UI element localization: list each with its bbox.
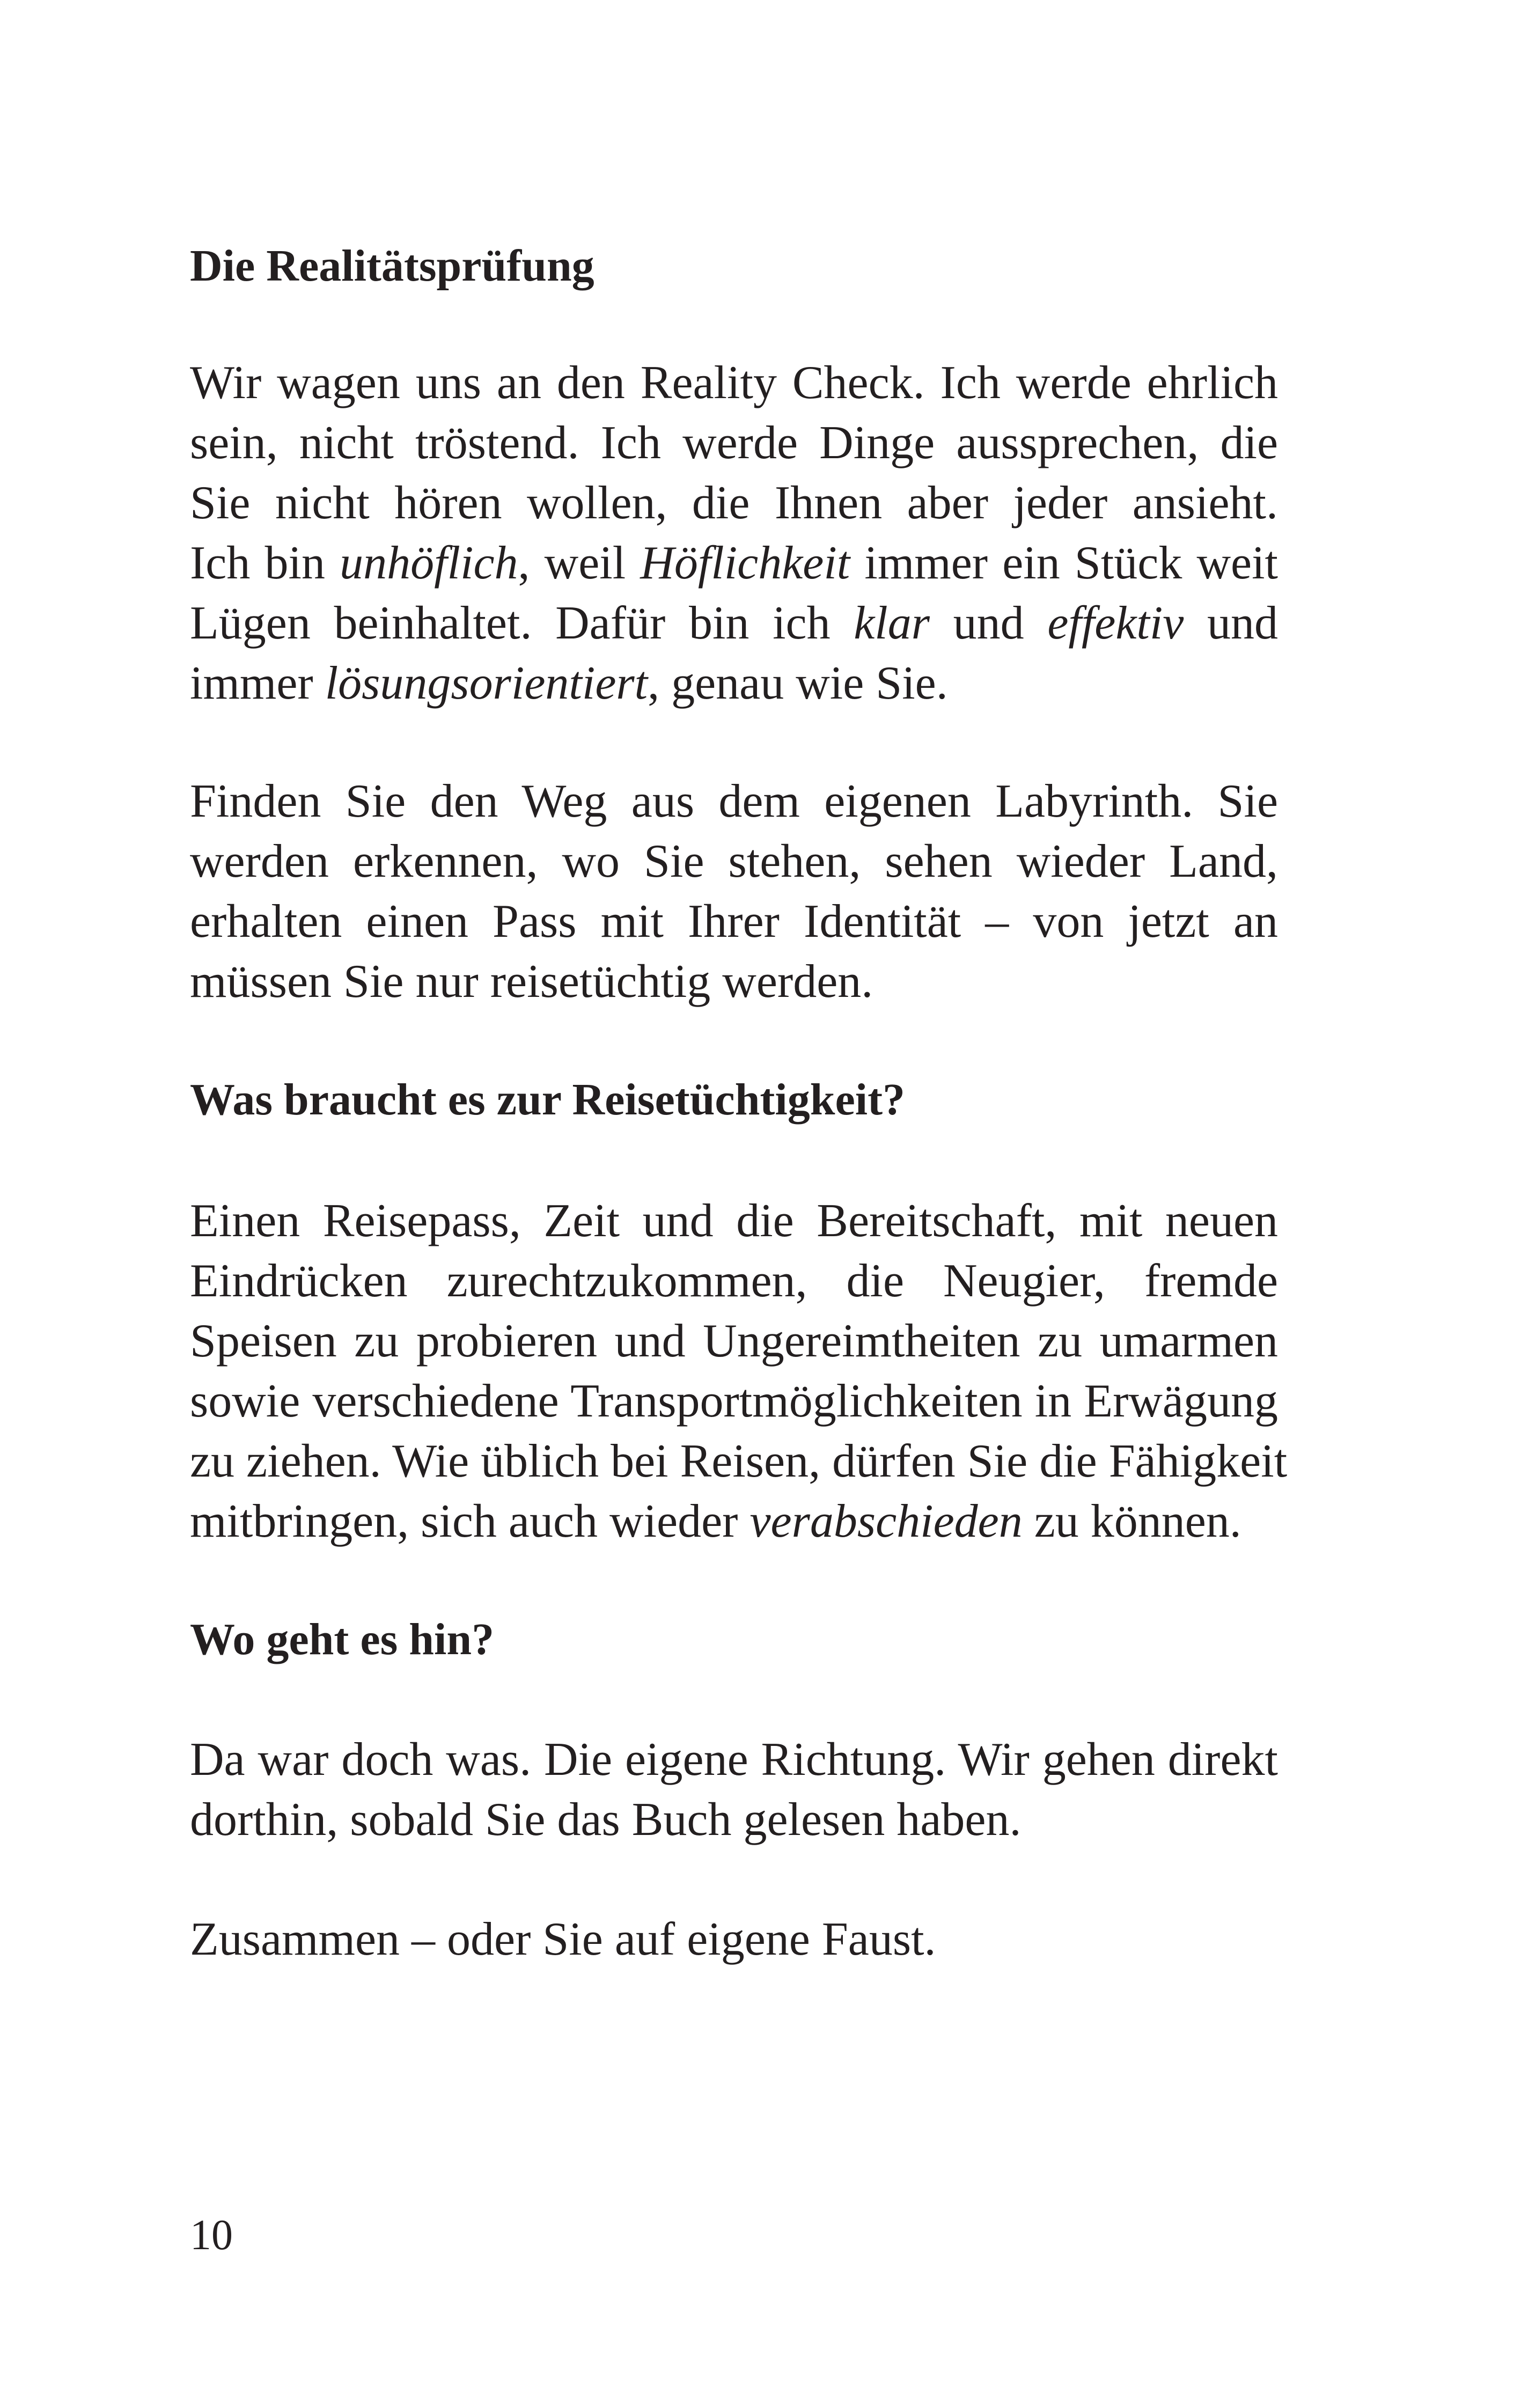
text: , genau wie Sie. xyxy=(648,657,948,709)
text-line xyxy=(190,654,1278,714)
text-line: zu ziehen. Wie üblich bei Reisen, dürfen Sie die Fähigkeit xyxy=(190,1435,1288,1487)
text-line: Eindrücken zurechtzukommen, die Neugier, fremde xyxy=(190,1255,1278,1307)
text: Lügen beinhaltet. Dafür bin ich xyxy=(190,597,854,649)
text-line: erhalten einen Pass mit Ihrer Identität – von jetzt an xyxy=(190,895,1278,948)
text-line: Da war doch was. Die eigene Richtung. Wir gehen direkt xyxy=(190,1734,1278,1786)
paragraph-1 xyxy=(190,353,1278,714)
text-line: müssen Sie nur reisetüchtig werden. xyxy=(190,956,873,1008)
text-line: werden erkennen, wo Sie stehen, sehen wieder Land, xyxy=(190,835,1278,887)
paragraph-3 xyxy=(190,1191,1288,1552)
text-line xyxy=(190,533,1278,593)
heading-wo-geht-es-hin xyxy=(190,1610,1278,1670)
text: , weil xyxy=(518,537,641,589)
text: immer ein Stück weit xyxy=(850,537,1278,589)
text: immer xyxy=(190,657,325,709)
italic-text: unhöflich xyxy=(340,537,518,589)
text-line: dorthin, sobald Sie das Buch gelesen haben. xyxy=(190,1794,1022,1846)
text-line: sowie verschiedene Transportmöglichkeiten in Erwägung xyxy=(190,1375,1278,1427)
text-line: Zusammen – oder Sie auf eigene Faust. xyxy=(190,1913,936,1965)
italic-text: Höflichkeit xyxy=(640,537,850,589)
paragraph-4 xyxy=(190,1730,1278,1850)
section-heading: Was braucht es zur Reisetüchtigkeit? xyxy=(190,1075,906,1125)
page-number: 10 xyxy=(190,2212,233,2259)
section-heading: Wo geht es hin? xyxy=(190,1614,495,1664)
italic-text: effektiv xyxy=(1047,597,1184,649)
text: zu können. xyxy=(1022,1495,1241,1547)
text-line: Wir wagen uns an den Reality Check. Ich werde ehrlich xyxy=(190,357,1278,409)
text-line: Sie nicht hören wollen, die Ihnen aber jeder ansieht. xyxy=(190,477,1278,529)
text-line: Speisen zu probieren und Ungereimtheiten zu umarmen xyxy=(190,1315,1278,1367)
text-line: Finden Sie den Weg aus dem eigenen Labyrinth. Sie xyxy=(190,775,1278,827)
italic-text: lösungsorientiert xyxy=(325,657,648,709)
text: und xyxy=(930,597,1048,649)
paragraph-2 xyxy=(190,772,1278,1012)
paragraph-5 xyxy=(190,1910,1278,1970)
heading-realitaetspruefung xyxy=(190,236,1278,296)
text-line: sein, nicht tröstend. Ich werde Dinge aussprechen, die xyxy=(190,417,1278,469)
italic-text: verabschieden xyxy=(750,1495,1023,1547)
text-line xyxy=(190,1492,1278,1552)
text: mitbringen, sich auch wieder xyxy=(190,1495,750,1547)
text: und xyxy=(1184,597,1278,649)
text-line: Einen Reisepass, Zeit und die Bereitschaft, mit neuen xyxy=(190,1195,1278,1247)
italic-text: klar xyxy=(854,597,930,649)
section-heading: Die Realitätsprüfung xyxy=(190,241,594,291)
text: Ich bin xyxy=(190,537,340,589)
text-line xyxy=(190,593,1278,654)
heading-reisetuechtigkeit xyxy=(190,1070,1278,1130)
